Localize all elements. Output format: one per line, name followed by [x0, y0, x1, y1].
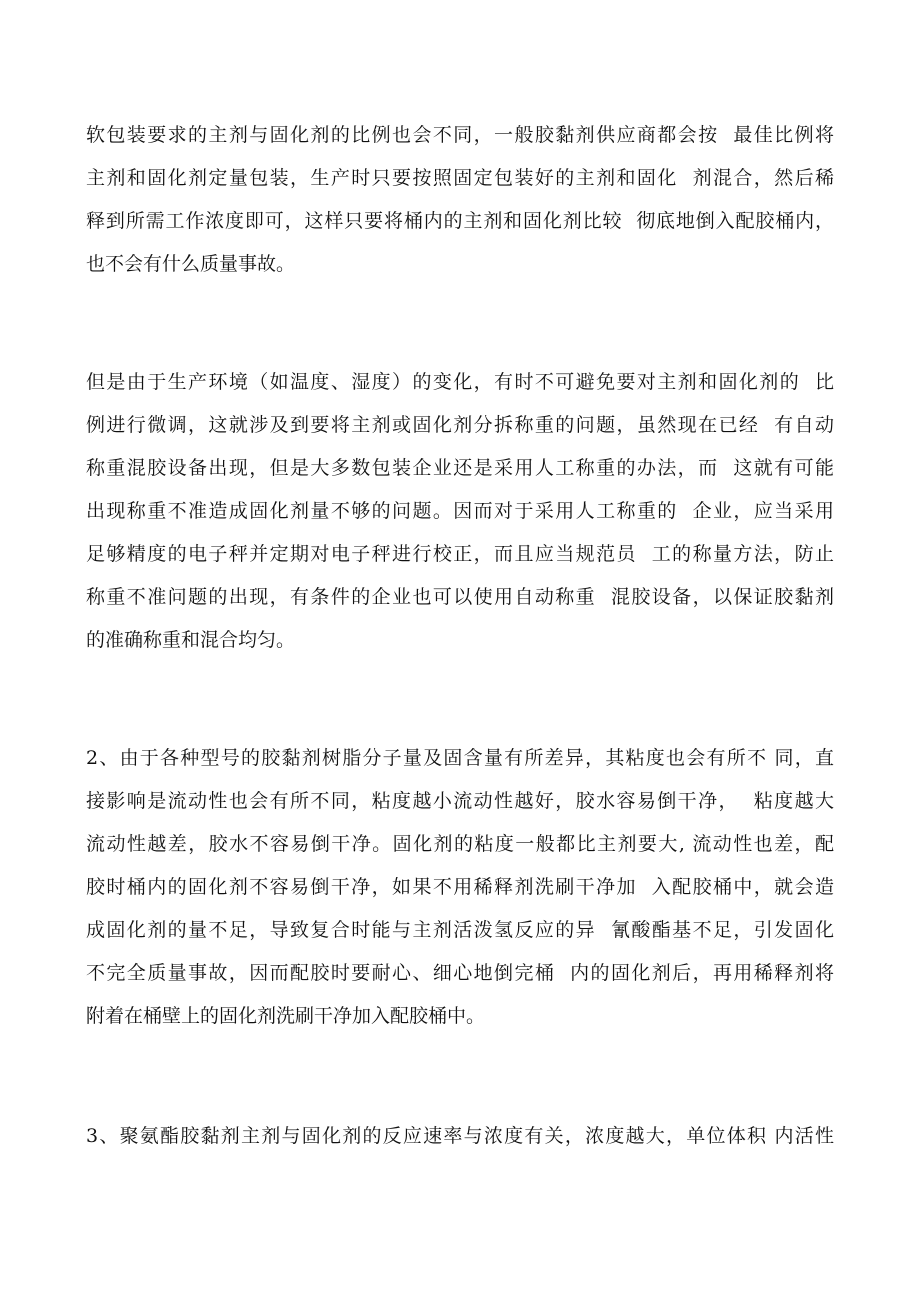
text-line: 足够精度的电子秤并定期对电子秤进行校正，而且应当规范员 工的称量方法，防止 — [86, 543, 834, 565]
text-line: 释到所需工作浓度即可，这样只要将桶内的主剂和固化剂比较 彻底地倒入配胶桶内， — [86, 210, 834, 232]
text-line: 2、由于各种型号的胶黏剂树脂分子量及固含量有所差异，其粘度也会有所不 同，直 — [86, 747, 834, 769]
text-line: 的准确称重和混合均匀。 — [86, 629, 296, 651]
text-line: 不完全质量事故，因而配胶时要耐心、细心地倒完桶 内的固化剂后，再用稀释剂将 — [86, 962, 834, 984]
text-line: 成固化剂的量不足，导致复合时能与主剂活泼氢反应的异 氰酸酯基不足，引发固化 — [86, 919, 834, 941]
paragraph-1 — [86, 114, 834, 286]
text-line: 附着在桶壁上的固化剂洗刷干净加入配胶桶中。 — [86, 1005, 486, 1027]
text-line: 接影响是流动性也会有所不同，粘度越小流动性越好，胶水容易倒干净， 粘度越大 — [86, 790, 834, 812]
text-line: 胶时桶内的固化剂不容易倒干净，如果不用稀释剂洗刷干净加 入配胶桶中，就会造 — [86, 876, 834, 898]
text-line: 也不会有什么质量事故。 — [86, 253, 296, 275]
text-line: 但是由于生产环境（如温度、湿度）的变化，有时不可避免要对主剂和固化剂的 比 — [86, 371, 834, 393]
text-line: 称重混胶设备出现，但是大多数包装企业还是采用人工称重的办法，而 这就有可能 — [86, 457, 834, 479]
text-line: 软包装要求的主剂与固化剂的比例也会不同，一般胶黏剂供应商都会按 最佳比例将 — [86, 124, 834, 146]
text-line: 称重不准问题的出现，有条件的企业也可以使用自动称重 混胶设备，以保证胶黏剂 — [86, 586, 834, 608]
paragraph-4 — [86, 1115, 834, 1158]
paragraph-2 — [86, 361, 834, 662]
text-line: 例进行微调，这就涉及到要将主剂或固化剂分拆称重的问题，虽然现在已经 有自动 — [86, 414, 834, 436]
text-line: 主剂和固化剂定量包装，生产时只要按照固定包装好的主剂和固化 剂混合，然后稀 — [86, 167, 834, 189]
text-line: 3、聚氨酯胶黏剂主剂与固化剂的反应速率与浓度有关，浓度越大，单位体积 内活性 — [86, 1125, 834, 1147]
text-line: 出现称重不准造成固化剂量不够的问题。因而对于采用人工称重的 企业，应当采用 — [86, 500, 834, 522]
paragraph-3 — [86, 737, 834, 1038]
text-line: 流动性越差，胶水不容易倒干净。固化剂的粘度一般都比主剂要大, 流动性也差，配 — [86, 833, 834, 855]
